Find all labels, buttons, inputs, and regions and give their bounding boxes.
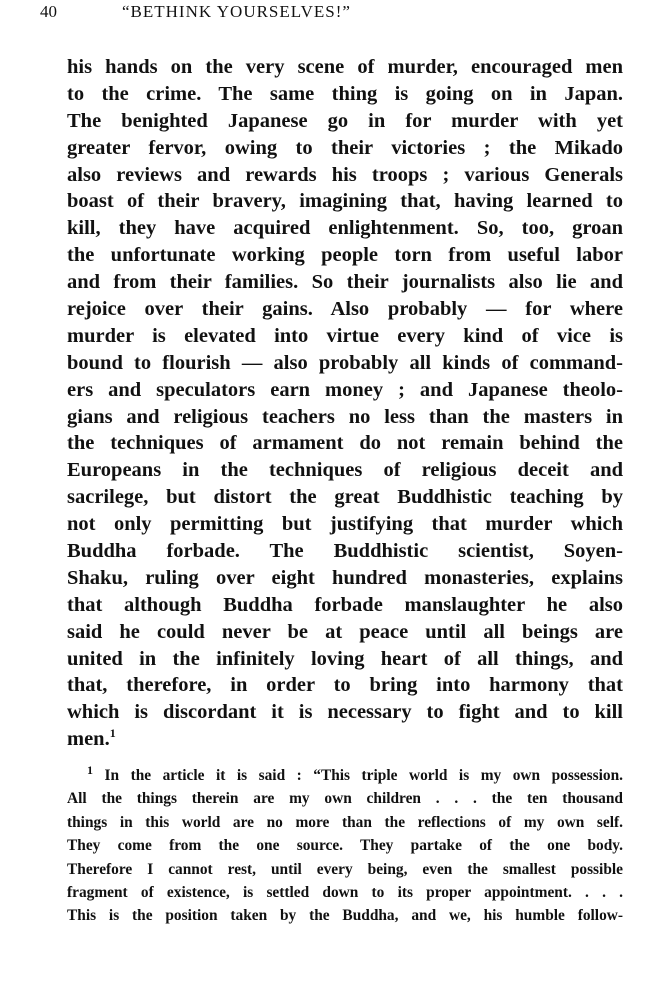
text-line-content: said he could never be at peace until all beings are	[67, 620, 623, 643]
footnote-line	[67, 787, 623, 810]
text-line	[67, 350, 623, 377]
text-line-content: kill, they have acquired enlightenment. So, too, groan	[67, 217, 623, 240]
footnote-line-content: All the things therein are my own children . . . the ten thousand	[67, 790, 623, 808]
footnote-line-content: They come from the one source. They partake of the one body.	[67, 837, 623, 855]
footnote-line-content: In the article it is said : “This triple world is my own possession.	[104, 767, 623, 784]
text-line-content: united in the infinitely loving heart of all things, and	[67, 647, 623, 670]
footnote-line-content: Therefore I cannot rest, until every being, even the smallest possible	[67, 860, 623, 878]
text-line-content: rejoice over their gains. Also probably — for where	[67, 298, 623, 321]
text-line	[67, 242, 623, 269]
text-line-content: that, therefore, in order to bring into harmony that	[67, 674, 623, 697]
text-line	[67, 54, 623, 81]
text-line	[67, 565, 623, 592]
body-text	[67, 54, 623, 753]
footnote-line-content: fragment of existence, is settled down to its proper appointment. . . .	[67, 883, 623, 901]
text-line	[67, 511, 623, 538]
page-header	[40, 2, 540, 26]
text-line-content: the techniques of armament do not remain behind the	[67, 432, 623, 455]
text-line-content: greater fervor, owing to their victories ; the Mikado	[67, 136, 623, 159]
text-line-content: ers and speculators earn money ; and Japanese theolo-	[67, 378, 623, 401]
text-line	[67, 726, 623, 753]
text-line	[67, 377, 623, 404]
page-number: 40	[40, 2, 57, 21]
text-line	[67, 646, 623, 673]
text-line	[67, 269, 623, 296]
text-line	[67, 108, 623, 135]
text-line-content: the unfortunate working people torn from useful labor	[67, 244, 623, 267]
text-line-content: that although Buddha forbade manslaughter he also	[67, 593, 623, 616]
text-line-content: sacrilege, but distort the great Buddhistic teaching by	[67, 486, 623, 509]
text-line	[67, 81, 623, 108]
text-line	[67, 484, 623, 511]
footnote-line	[67, 858, 623, 881]
text-line-content: murder is elevated into virtue every kind of vice is	[67, 324, 623, 347]
text-line-content: boast of their bravery, imagining that, having learned to	[67, 190, 623, 213]
footnote-line-content: things in this world are no more than the reflections of my own self.	[67, 813, 623, 831]
text-line-content: bound to flourish — also probably all kinds of command-	[67, 351, 623, 374]
footnote-line-content: This is the position taken by the Buddha, and we, his humble follow-	[67, 907, 623, 925]
text-line-content: not only permitting but justifying that murder which	[67, 513, 623, 536]
footnote-line	[67, 834, 623, 857]
footnote-line	[67, 881, 623, 904]
text-line-content: Shaku, ruling over eight hundred monasteries, explains	[67, 566, 623, 589]
text-line-content: men.	[67, 728, 110, 751]
text-line	[67, 162, 623, 189]
text-line	[67, 538, 623, 565]
text-line	[67, 457, 623, 484]
text-line	[67, 188, 623, 215]
text-line-content: and from their families. So their journalists also lie and	[67, 271, 623, 294]
footnote-reference: 1	[109, 726, 116, 741]
text-line-content: gians and religious teachers no less than the masters in	[67, 405, 623, 428]
text-line	[67, 404, 623, 431]
text-line	[67, 296, 623, 323]
text-line	[67, 135, 623, 162]
text-line	[67, 672, 623, 699]
running-title: “BETHINK YOURSELVES!”	[122, 2, 351, 21]
text-line-content: The benighted Japanese go in for murder with yet	[67, 109, 623, 132]
text-line-content: also reviews and rewards his troops ; various Generals	[67, 163, 623, 186]
footnote-marker: 1	[87, 762, 93, 777]
footnote-line	[67, 811, 623, 834]
text-line	[67, 619, 623, 646]
text-line-content: Europeans in the techniques of religious deceit and	[67, 459, 623, 482]
text-line	[67, 699, 623, 726]
footnote-line	[67, 904, 623, 927]
text-line-content: to the crime. The same thing is going on in Japan.	[67, 82, 623, 105]
footnote-line	[67, 764, 623, 787]
text-line	[67, 323, 623, 350]
text-line-content: which is discordant it is necessary to fight and to kill	[67, 701, 623, 724]
text-line	[67, 430, 623, 457]
footnote	[67, 764, 623, 928]
text-line-content: Buddha forbade. The Buddhistic scientist, Soyen-	[67, 540, 623, 563]
text-line-content: his hands on the very scene of murder, encouraged men	[67, 56, 623, 78]
text-line	[67, 215, 623, 242]
text-line	[67, 592, 623, 619]
